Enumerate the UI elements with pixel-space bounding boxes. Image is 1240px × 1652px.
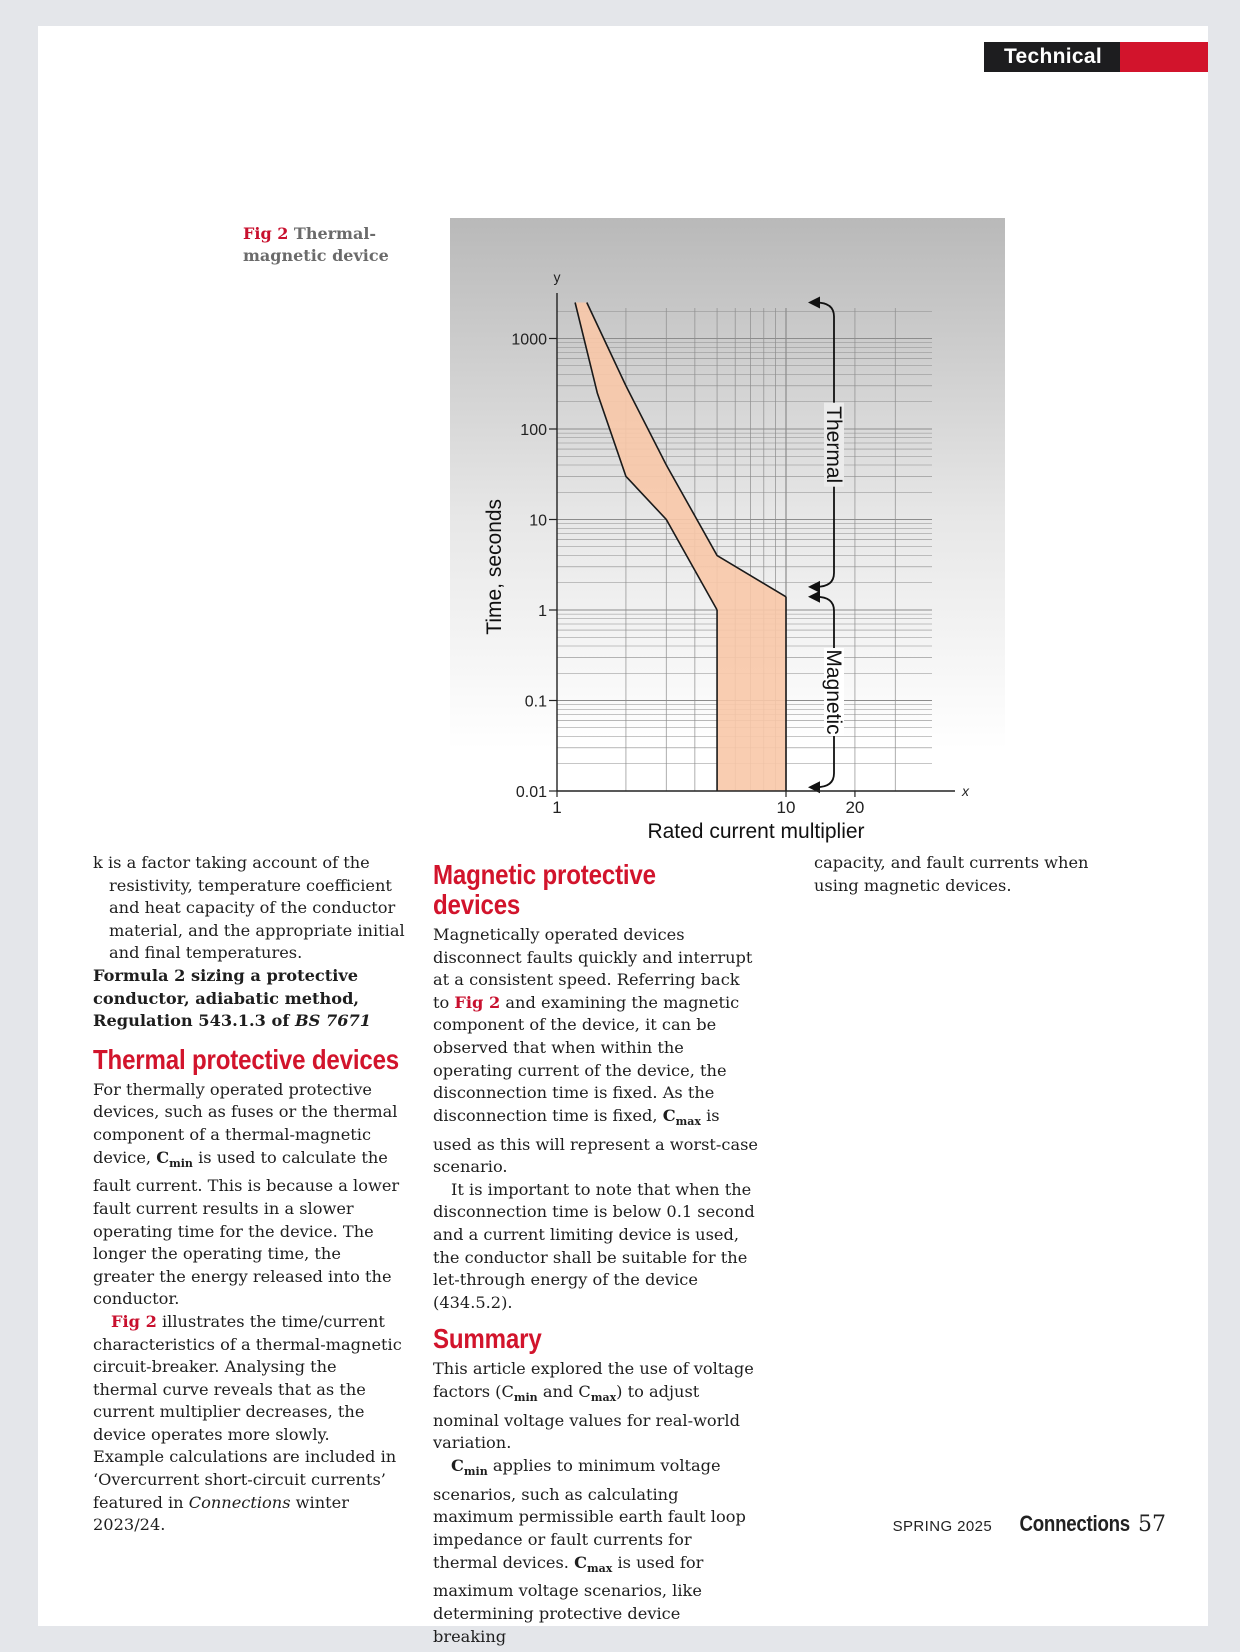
summary-p2-text-a: applies to minimum voltage scenarios, such as calculating maximum permissible earth fault loop impedance or fault currents for thermal devices. bbox=[433, 1455, 746, 1572]
cmin-subscript: min bbox=[169, 1156, 193, 1170]
thermal-heading: Thermal protective devices bbox=[93, 1043, 400, 1075]
cmin-subscript-2: min bbox=[463, 1465, 488, 1479]
k-definition: k is a factor taking account of the resistivity, temperature coefficient and heat capacity of the conductor material, and the appropriate initial and final temperatures. bbox=[93, 853, 405, 963]
magnetic-heading: Magnetic protective devices bbox=[433, 859, 656, 920]
formula-caption bbox=[93, 965, 405, 1033]
x-tick-label: 1 bbox=[552, 798, 562, 817]
y-tick-label: 100 bbox=[520, 422, 547, 439]
y-tick-label: 0.1 bbox=[524, 693, 547, 711]
figure-caption bbox=[243, 223, 413, 267]
column-1 bbox=[93, 852, 405, 1537]
magnetic-p1-text-b: and examining the magnetic component of the device, it can be observed that when within the operating current of the device, the disconnection time is fixed. As the disconnection time is fixed, bbox=[433, 992, 740, 1125]
summary-paragraph-1 bbox=[433, 1358, 758, 1455]
thermal-paragraph-1 bbox=[93, 1079, 405, 1311]
summary-sub-max: max bbox=[590, 1391, 617, 1405]
x-axis-title: Rated current multiplier bbox=[647, 820, 865, 843]
y-axis-title: Time, seconds bbox=[483, 498, 506, 635]
magazine-page bbox=[38, 26, 1208, 1646]
y-tick-label: 0.01 bbox=[515, 784, 547, 801]
cmax-letter: C bbox=[662, 1105, 676, 1125]
thermal-p2-text-a: illustrates the time/current characteristics of a thermal-magnetic circuit-breaker. Analysing the thermal curve reveals that as the current multiplier decreases, the device operates more slowly. Example calculations are included in ‘Overcurrent short-circuit currents’ featured in bbox=[93, 1311, 402, 1512]
y-axis-letter: y bbox=[553, 269, 561, 285]
y-tick-label: 1000 bbox=[511, 331, 547, 349]
magnetic-p1-text-c: is used as this will represent a worst-case scenario. bbox=[433, 1105, 758, 1177]
cmax-subscript-2: max bbox=[586, 1561, 613, 1575]
summary-paragraph-2 bbox=[433, 1455, 758, 1648]
cmax-letter-2: C bbox=[574, 1552, 587, 1572]
summary-heading: Summary bbox=[433, 1323, 542, 1355]
magazine-title: Connections bbox=[1019, 1511, 1130, 1536]
fig2-reference-2: Fig 2 bbox=[454, 992, 501, 1012]
summary-sub-min: min bbox=[513, 1391, 538, 1405]
thermal-p2-text-b: winter 2023/24. bbox=[93, 1492, 349, 1535]
continuation-paragraph: capacity, and fault currents when using magnetic devices. bbox=[814, 853, 1089, 895]
cmin-letter: C bbox=[156, 1147, 170, 1167]
column-2 bbox=[433, 858, 758, 1648]
x-tick-label: 20 bbox=[845, 798, 865, 817]
issue-label: SPRING 2025 bbox=[892, 1518, 993, 1535]
magnetic-paragraph-2: It is important to note that when the disconnection time is below 0.1 second and a current limiting device is used, the conductor shall be suitable for the let-through energy of the device (434.5.2). bbox=[433, 1179, 755, 1312]
thermal-annotation: Thermal bbox=[822, 406, 845, 484]
figure-caption-text: Thermal-magnetic device bbox=[243, 224, 389, 265]
magazine-reference: Connections bbox=[188, 1492, 291, 1512]
magnetic-p1-text-a: Magnetically operated devices disconnect faults quickly and interrupt at a consistent speed. Referring back to bbox=[433, 925, 753, 1012]
summary-p2-text-b: is used for maximum voltage scenarios, like determining protective device breaking bbox=[433, 1552, 704, 1646]
x-tick-label: 10 bbox=[776, 798, 796, 817]
magnetic-paragraph-1 bbox=[433, 924, 758, 1179]
thermal-p1-text-b: is used to calculate the fault current. This is because a lower fault current results in a slower operating time for the device. The longer the operating time, the greater the energy released into the conductor. bbox=[93, 1147, 400, 1309]
x-axis-letter: x bbox=[962, 783, 969, 799]
section-tab-accent bbox=[1120, 42, 1208, 72]
cmax-symbol-2 bbox=[574, 1552, 613, 1575]
column-3 bbox=[814, 852, 1129, 897]
formula-standard: BS 7671 bbox=[294, 1011, 371, 1031]
summary-p1-text-c: ) to adjust nominal voltage values for real-world variation. bbox=[433, 1381, 740, 1453]
time-current-chart bbox=[450, 218, 1050, 883]
section-tab-label: Technical bbox=[984, 42, 1120, 72]
formula-caption-text: Formula 2 sizing a protective conductor, adiabatic method, Regulation 543.1.3 of bbox=[93, 965, 360, 1031]
cmax-subscript: max bbox=[675, 1114, 701, 1128]
cmin-symbol bbox=[156, 1147, 193, 1170]
cmin-symbol-2 bbox=[451, 1455, 488, 1479]
cmin-letter-2: C bbox=[451, 1455, 464, 1475]
thermal-p1-text-a: For thermally operated protective devices, such as fuses or the thermal component of a thermal-magnetic device, bbox=[93, 1079, 398, 1167]
fig2-reference: Fig 2 bbox=[111, 1311, 157, 1331]
magnetic-annotation: Magnetic bbox=[822, 649, 845, 735]
page-footer bbox=[893, 1511, 1166, 1537]
y-tick-label: 10 bbox=[529, 512, 547, 530]
summary-p1-text-b: and C bbox=[537, 1381, 591, 1401]
y-tick-label: 1 bbox=[538, 603, 547, 620]
figure-label: Fig 2 bbox=[243, 224, 289, 243]
summary-p1-text-a: This article explored the use of voltage factors (C bbox=[433, 1359, 754, 1401]
thermal-paragraph-2 bbox=[93, 1311, 405, 1537]
cmax-symbol bbox=[662, 1105, 701, 1128]
section-tab bbox=[984, 42, 1208, 72]
page-number: 57 bbox=[1138, 1512, 1166, 1537]
